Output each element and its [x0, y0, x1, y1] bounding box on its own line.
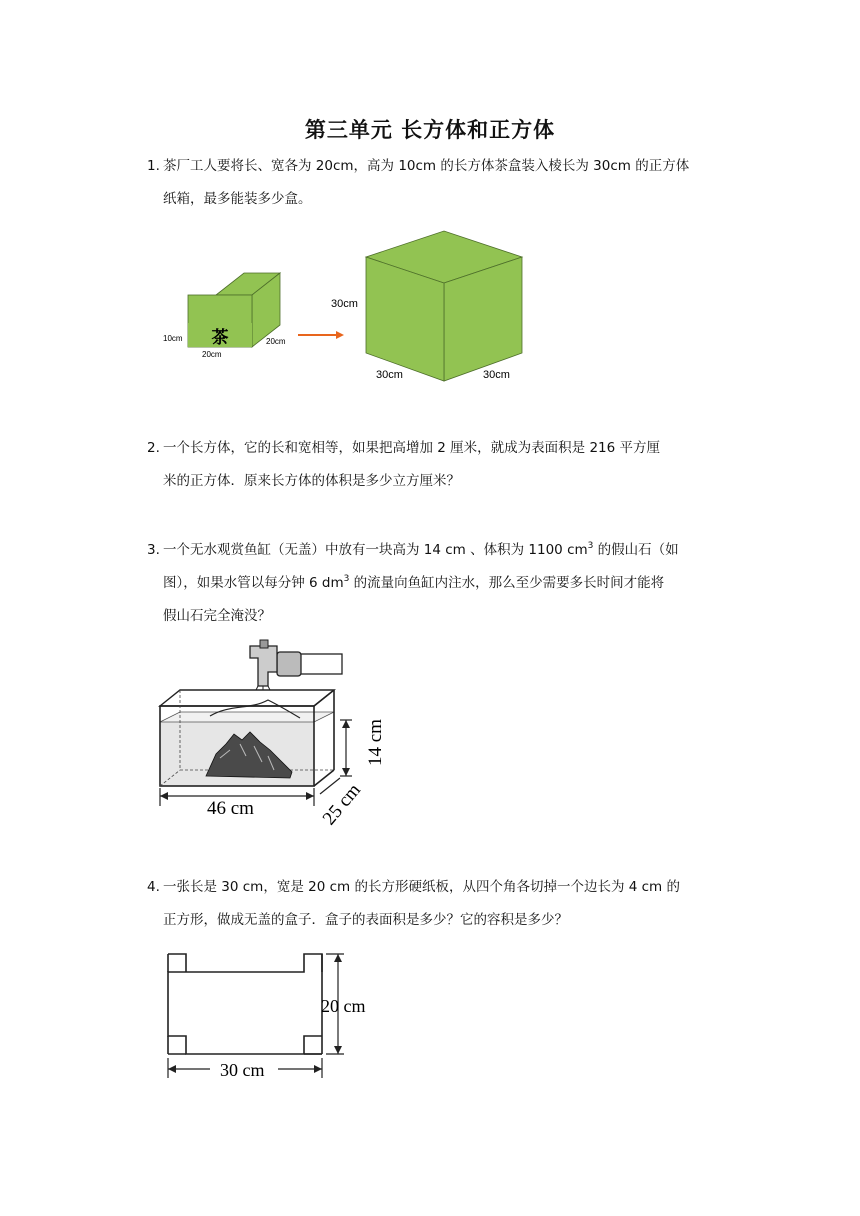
tank-length-label: 46 cm — [207, 798, 254, 819]
question-text-part: 一个无水观赏鱼缸（无盖）中放有一块高为 14 cm 、体积为 1100 cm — [163, 542, 588, 558]
small-box-character: 茶 — [211, 328, 229, 347]
question-1 — [147, 150, 733, 216]
page-title: 第三单元 长方体和正方体 — [304, 117, 556, 142]
orange-arrow — [298, 331, 344, 339]
cube-width-label: 30cm — [483, 369, 510, 381]
question-3 — [147, 534, 733, 633]
board-width-label: 20 cm — [321, 996, 366, 1016]
superscript: 3 — [587, 541, 594, 551]
figure-tea-box-into-cube — [150, 225, 550, 390]
question-text-line: 纸箱，最多能装多少盒。 — [163, 191, 312, 207]
tank-width-label: 25 cm — [318, 779, 366, 830]
superscript: 3 — [343, 574, 350, 584]
board-length-label: 30 cm — [220, 1060, 265, 1080]
cube-length-label: 30cm — [376, 369, 403, 381]
question-text-line: 茶厂工人要将长、宽各为 20cm，高为 10cm 的长方体茶盒装入棱长为 30cm 的正方体 — [163, 158, 690, 174]
question-4 — [147, 871, 733, 937]
question-number: 3. — [147, 542, 160, 558]
question-text-part: 的流量向鱼缸内注水，那么至少需要多长时间才能将 — [349, 575, 665, 591]
figure-cardboard-corner-cut — [150, 944, 390, 1084]
small-box-length-label: 20cm — [202, 350, 222, 359]
small-box-height-label: 10cm — [163, 334, 183, 343]
cardboard-outline — [168, 954, 322, 1054]
large-cube — [366, 231, 522, 381]
tank-height-label: 14 cm — [365, 719, 386, 766]
question-2 — [147, 432, 733, 498]
question-text-line: 米的正方体．原来长方体的体积是多少立方厘米？ — [163, 473, 460, 489]
question-number: 1. — [147, 158, 160, 174]
question-text-part: 图），如果水管以每分钟 6 dm — [163, 575, 344, 591]
cube-height-label: 30cm — [331, 298, 358, 310]
question-text-line: 一个长方体，它的长和宽相等，如果把高增加 2 厘米，就成为表面积是 216 平方厘 — [163, 440, 661, 456]
figure-fish-tank — [150, 636, 390, 830]
small-box-width-label: 20cm — [266, 337, 286, 346]
question-text-line: 一张长是 30 cm，宽是 20 cm 的长方形硬纸板，从四个角各切掉一个边长为 4 cm 的 — [163, 879, 680, 895]
question-number: 4. — [147, 879, 160, 895]
small-tea-box — [188, 273, 280, 347]
question-text-line: 正方形，做成无盖的盒子．盒子的表面积是多少？它的容积是多少？ — [163, 912, 568, 928]
question-text-line: 假山石完全淹没？ — [163, 608, 271, 624]
question-number: 2. — [147, 440, 160, 456]
question-text-part: 的假山石（如 — [593, 542, 679, 558]
